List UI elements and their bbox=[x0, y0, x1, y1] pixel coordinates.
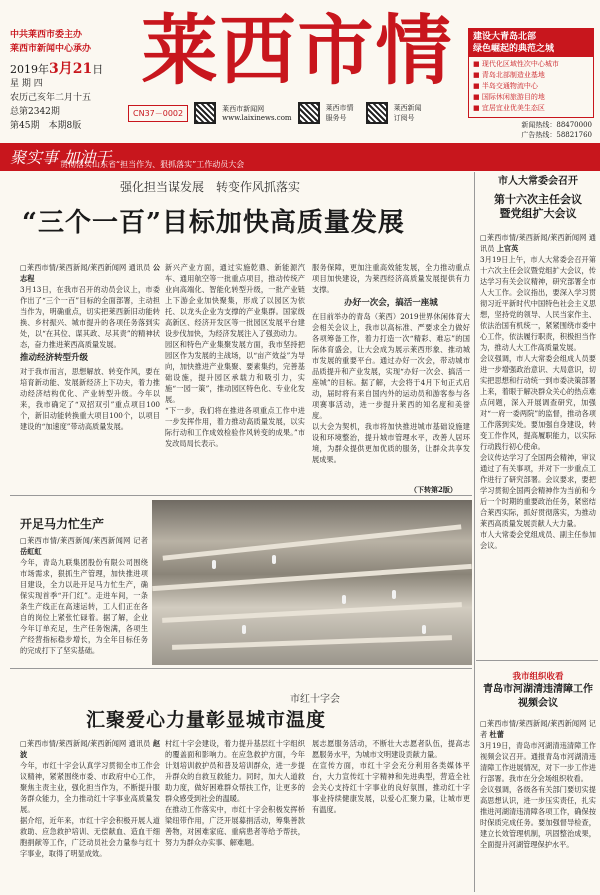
right-story-byline: □莱西市情/莱西新闻/莱西新闻网 通讯员 上官英 bbox=[480, 233, 596, 253]
third-story-column-3 bbox=[312, 738, 470, 893]
second-story-paragraph: 今年，青岛九联集团股份有限公司围绕市场需求，狠抓生产管理，加快推进项目建设，全力以赴开足马力忙生产，确保实现首季“开门红”。走进车间，一条条生产线正在高速运转，工人们正在各自的岗位上紧张忙碌着。据了解，企业今年订单充足，生产任务饱满，各项生产经营指标稳步增长，为全年目标任务的完成打下了坚实基础。 bbox=[20, 558, 148, 655]
column-divider bbox=[474, 172, 475, 892]
section-divider bbox=[476, 660, 598, 661]
slogan-title: 建设大青岛北部 绿色崛起的典范之城 bbox=[469, 29, 593, 57]
organizer-line: 莱西市新闻中心承办 bbox=[10, 44, 92, 54]
lead-mini-head: 办好一次会，搞活一座城 bbox=[344, 298, 438, 308]
lead-column-3 bbox=[312, 262, 470, 492]
third-story-headline[interactable]: 汇聚爱心力量彰显城市温度 bbox=[86, 709, 327, 731]
section-divider bbox=[10, 668, 472, 669]
right-story-body bbox=[480, 232, 596, 657]
lead-headline[interactable]: “三个一百”目标加快高质量发展 bbox=[22, 208, 405, 238]
third-story-paragraph: 展志愿服务活动，不断壮大志愿者队伍，提高志愿服务水平，为城市文明建设贡献力量。 在宣传方面，市红十字会充分利用各类媒体平台，大力宣传红十字精神和先进典型，营造全社会关心支持红十字事业的良好氛围，推动红十字事业持续健康发展，以爱心汇聚力量，让城市更有温度。 bbox=[312, 739, 470, 814]
masthead-area bbox=[0, 0, 600, 143]
right-story-paragraph: 3月19日上午，市人大常委会召开第十六次主任会议暨党组扩大会议，传达学习有关会议精神，研究部署全市人大工作。会议指出，要深入学习贯彻习近平新时代中国特色社会主义思想，坚持党的领导、人民当家作主、依法治国有机统一，紧紧围绕市委中心工作，依法履行职责，积极担当作为，推动人大工作高质量发展。 会议强调，市人大常委会组成人员要进一步增强政治意识、大局意识，切实把思想和行动统一到市委决策部署上来，着眼于解决群众关心的热点难点问题，深入开展调查研究，加强对“一府一委两院”的监督，推动各项工作落到实处。要加强自身建设，转变工作作风，提高履职能力，以实际行动践行初心使命。 会议传达学习了全国两会精神，审议通过了有关事项，并对下一步重点工作进行了研究部署。会议要求，要把学习贯彻全国两会精神作为当前和今后一个时期的重要政治任务，紧密结合莱西实际，抓好贯彻落实，为推动莱西高质量发展贡献人大力量。 市人大常委会党组成员、副主任参加会议。 bbox=[480, 255, 596, 550]
city-slogan-box bbox=[468, 28, 594, 118]
slogan-item: ■ 宜居宜业优美生态区 bbox=[473, 104, 545, 112]
issue-info bbox=[10, 28, 120, 133]
second-story-headline[interactable]: 开足马力忙生产 bbox=[20, 517, 105, 531]
issue-number: 第45期 本期8版 bbox=[10, 121, 82, 131]
slogan-item: ■ 青岛北部制造业基地 bbox=[473, 71, 545, 79]
masthead-sub-row bbox=[128, 98, 473, 128]
cn-code: CN37－0002 bbox=[128, 105, 188, 122]
lead-paragraph: 服务保障，更加注重高效能发展，全力推动重点项目加快建设，为莱西经济高质量发展提供有力支撑。 bbox=[312, 263, 470, 294]
qr-code-icon bbox=[366, 102, 388, 124]
lead-subhead: 推动经济转型升级 bbox=[20, 353, 89, 363]
lead-paragraph: 新兴产业方面，通过实施乾鼎、新能源汽车、通用航空等一批重点项目，推动传统产业向高端化、智能化转型升级，一批产业链上下游企业加快聚集，形成了以园区为依托、以龙头企业为支撑的产业集群。国家级高新区、经济开发区等一批园区发展平台建设步伐加快，为经济发展注入了强劲动力。 园区和特色产业集聚发展方面，我市坚持把园区作为发展的主战场，以“亩产效益”为导向，加快推进产业集聚、要素集约，完善基础设施，提升园区承载力和吸引力，实施“一园一策”，推动园区特色化、专业化发展。 “下一步，我们将在推进各项重点工作中进一步发挥作用，着力推动高质量发展，以实际行动和工作成效检验作风转变的成果。”市发改局局长表示。 bbox=[165, 263, 305, 448]
slogan-item: ■ 国际休闲旅游目的地 bbox=[473, 93, 545, 101]
banner-slogan: 贯彻落实山东省“担当作为、狠抓落实”工作动员大会 bbox=[60, 160, 245, 169]
right-story-kicker: 市人大常委会召开 bbox=[498, 176, 578, 187]
slogan-item: ■ 现代化区域性次中心城市 bbox=[473, 60, 559, 68]
issue-total: 总第2342期 bbox=[10, 107, 60, 117]
qr-code-icon bbox=[298, 102, 320, 124]
weekday: 星 期 四 bbox=[10, 79, 43, 89]
hotline-info: 新闻热线：88470000 广告热线：58821760 bbox=[521, 121, 592, 139]
lead-paragraph: 3月13日，在我市召开的动员会议上，市委作出了“三个一百”目标的全面部署，主动担当作为，明确重点，切实把莱西新旧动能转换、乡村振兴、城市提升的各项任务落到实处，以“在其位、谋其政、尽其责”的精神状态，奋力推进莱西高质量发展。 bbox=[20, 285, 160, 349]
continued-note[interactable]: （下转第2版） bbox=[410, 485, 457, 494]
qr-code-icon bbox=[194, 102, 216, 124]
right-story-headline[interactable]: 第十六次主任会议 暨党组扩大会议 bbox=[494, 193, 582, 220]
fourth-story-body bbox=[480, 718, 596, 893]
banner-brush-text: 聚实事 加油干 bbox=[10, 148, 112, 167]
host-line: 中共莱西市委主办 bbox=[10, 30, 83, 40]
lead-byline: □莱西市情/莱西新闻/莱西新闻网 通讯员 公志程 bbox=[20, 263, 160, 283]
third-story-paragraph: 村红十字会建设，着力提升基层红十字组织的覆盖面和影响力。在应急救护方面，今年计划培训救护员和普及培训群众，进一步提升群众的自救互救能力。同时，加大人道救助力度，做好困难群众帮扶工作，让更多的群众感受到社会的温暖。 在推动工作落实中，市红十字会积极发挥桥梁纽带作用，广泛开展募捐活动，筹集善款善物，对困难家庭、重病患者等给予帮扶，努力为群众办实事、解难题。 bbox=[165, 739, 305, 847]
third-story-paragraph: 今年，市红十字会认真学习贯彻全市工作会议精神，紧紧围绕市委、市政府中心工作，聚焦主责主业，强化担当作为，不断提升服务群众能力，全力推动红十字事业高质量发展。 据介绍，近年来，市红十字会积极开展人道救助、应急救护培训、无偿献血、造血干细胞捐献等工作，广泛动员社会力量参与红十字事业，取得了明显成效。 bbox=[20, 761, 160, 858]
second-story-byline: □莱西市情/莱西新闻/莱西新闻网 记者 岳虹虹 bbox=[20, 536, 148, 556]
issue-date: 2019年3月21日 bbox=[10, 61, 104, 77]
slogan-item: ■ 半岛交通物流中心 bbox=[473, 82, 538, 90]
lead-paragraph: 对于我市而言，思想解放、转变作风，要在培育新动能、发展新经济上下功夫，着力推动经济结构优化、产业转型升级。今年以来，我市确定了“双招双引”重点项目100个，新旧动能转换重大项目100个，以项目建设的“加速度”带动高质量发展。 bbox=[20, 367, 160, 431]
third-story-byline: □莱西市情/莱西新闻/莱西新闻网 通讯员 赵波 bbox=[20, 739, 160, 759]
second-story-body bbox=[20, 535, 148, 665]
red-banner bbox=[0, 143, 600, 171]
wechat-service: 莱西市情服务号 bbox=[325, 104, 354, 122]
news-site-link[interactable]: 莱西市新闻网 www.laixinews.com bbox=[222, 105, 292, 122]
masthead-title: 莱西市情 bbox=[141, 6, 454, 95]
fourth-story-byline: □莱西市情/莱西新闻/莱西新闻网 记者 杜蕾 bbox=[480, 719, 596, 739]
fourth-story-kicker: 我市组织收看 bbox=[512, 672, 564, 682]
slogan-list bbox=[469, 57, 593, 116]
section-divider bbox=[10, 495, 472, 496]
fourth-story-paragraph: 3月19日，青岛市河湖清违清障工作视频会议召开。通报青岛市河湖清违清障工作进展情况，对下一步工作进行部署。我市在分会场组织收看。 会议强调，各级各有关部门要切实提高思想认识，进一步压实责任，扎实推进河湖清违清障各项工作，确保按时保质完成任务。要加强督导检查，建立长效管理机制，巩固整治成果，全面提升河湖管理保护水平。 bbox=[480, 741, 596, 849]
fourth-story-headline[interactable]: 青岛市河湖清违清障工作 视频会议 bbox=[483, 684, 593, 709]
lead-paragraph: 在目前举办的青岛（莱西）2019世界休闲体育大会相关会议上，我市以高标准、严要求全力做好各项筹备工作，着力打造一次“精彩、难忘”的国际体育盛会，让大会成为展示莱西形象、推动城市发展的重要平台。通过办好一次会，带动城市品质提升和产业发展，实现“办好一次会、搞活一座城”的目标。据了解，大会将于4月下旬正式启动，届时将有来自国内外的运动员和游客参与各项赛事活动，进一步提升莱西的知名度和美誉度。 以大会为契机，我市将加快推进城市基础设施建设和环境整治，提升城市管理水平，改善人居环境，为群众提供更加优质的服务，让群众共享发展成果。 bbox=[312, 312, 470, 464]
third-story-column-2 bbox=[165, 738, 305, 893]
lead-kicker: 强化担当谋发展 转变作风抓落实 bbox=[120, 180, 301, 194]
lunar-date: 农历己亥年二月十五 bbox=[10, 93, 92, 103]
third-story-column-1 bbox=[20, 738, 160, 893]
lead-column-1 bbox=[20, 262, 160, 512]
factory-photo bbox=[152, 500, 472, 665]
lead-column-2 bbox=[165, 262, 305, 492]
third-story-kicker: 市红十字会 bbox=[290, 694, 340, 705]
wechat-subscription: 莱西新闻订阅号 bbox=[393, 104, 422, 122]
